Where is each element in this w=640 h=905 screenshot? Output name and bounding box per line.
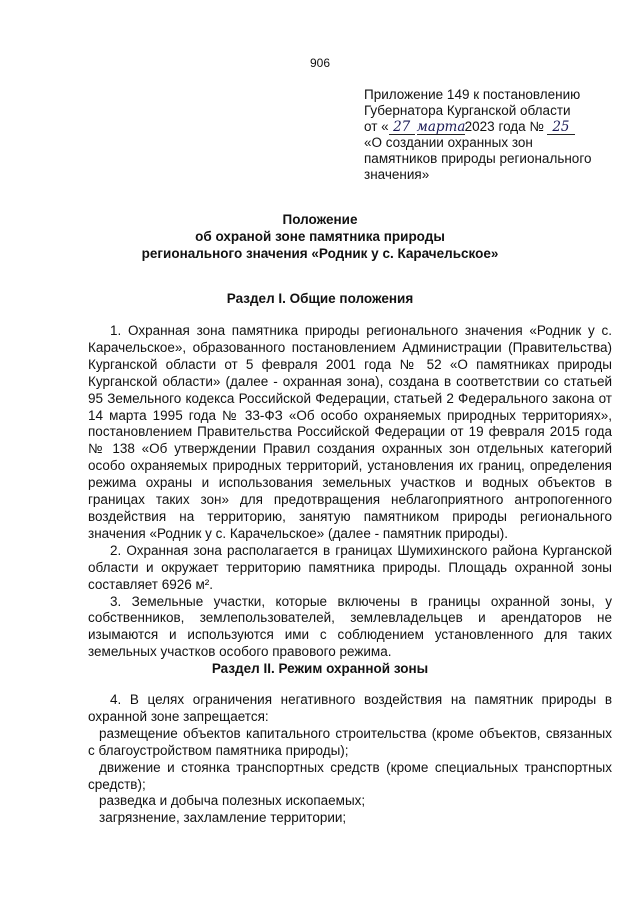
appendix-date-mid: 2023 года № xyxy=(464,119,544,134)
paragraph: 4. В целях ограничения негативного воздействия на памятник природы в охранной зоне запрещается: xyxy=(88,692,612,724)
handwritten-number: 25 xyxy=(547,121,575,135)
appendix-line: Губернатора Курганской области xyxy=(364,103,571,118)
section2-body xyxy=(88,692,612,827)
appendix-block xyxy=(364,87,624,183)
appendix-date-prefix: от « xyxy=(364,119,389,134)
page-number: 906 xyxy=(309,56,331,70)
appendix-line: памятников природы регионального xyxy=(364,151,592,166)
title-line: Положение xyxy=(282,212,358,227)
title-line: об охраной зоне памятника природы xyxy=(195,229,445,244)
section-heading: Раздел I. Общие положения xyxy=(226,291,414,306)
paragraph: 3. Земельные участки, которые включены в границы охранной зоны, у собственников, землепользователей, землевладельцев и арендаторов не изымаются и используются ими с соблюдением установленного для таких земельных участков особого правового режима. xyxy=(88,593,612,660)
document-title xyxy=(0,211,640,262)
appendix-line: значения» xyxy=(364,167,430,182)
handwritten-day: 27 xyxy=(389,121,415,135)
appendix-date-line xyxy=(364,119,624,135)
paragraph: 1. Охранная зона памятника природы регионального значения «Родник у с. Карачельское», образованного постановлением Администрации (Правительства) Курганской области от 5 февраля 2001 года № 52 «О памятниках природы Курганской области» (далее - охранная зона), создана в соответствии со статьей 95 Земельного кодекса Российской Федерации, статьей 2 Федерального закона от 14 марта 1995 года № 33-ФЗ «Об особо охраняемых природных территориях», постановлением Правительства Российской Федерации от 19 февраля 2015 года № 138 «Об утверждении Правил создания охранных зон отдельных категорий особо охраняемых природных территорий, установления их границ, определения режима охраны и использования земельных участков и водных объектов в границах таких зон» для предотвращения неблагоприятного антропогенного воздействия на территорию, занятую памятником природы регионального значения «Родник у с. Карачельское» (далее - памятник природы). xyxy=(88,323,612,541)
appendix-line: «О создании охранных зон xyxy=(364,135,533,150)
section1-body xyxy=(88,323,612,661)
section-heading: Раздел II. Режим охранной зоны xyxy=(211,661,429,676)
list-item: движение и стоянка транспортных средств (кроме специальных транспортных средств); xyxy=(88,759,612,792)
title-line: регионального значения «Родник у с. Карачельское» xyxy=(141,246,499,261)
paragraph: 2. Охранная зона располагается в границах Шумихинского района Курганской области и окружает территорию памятника природы. Площадь охранной зоны составляет 6926 м². xyxy=(88,542,612,592)
list-item: разведка и добыча полезных ископаемых; xyxy=(99,793,366,809)
handwritten-month: марта xyxy=(416,119,466,135)
appendix-line: Приложение 149 к постановлению xyxy=(364,87,581,102)
list-item: размещение объектов капитального строительства (кроме объектов, связанных с благоустройством памятника природы); xyxy=(88,725,612,758)
list-item: загрязнение, захламление территории; xyxy=(99,810,347,826)
